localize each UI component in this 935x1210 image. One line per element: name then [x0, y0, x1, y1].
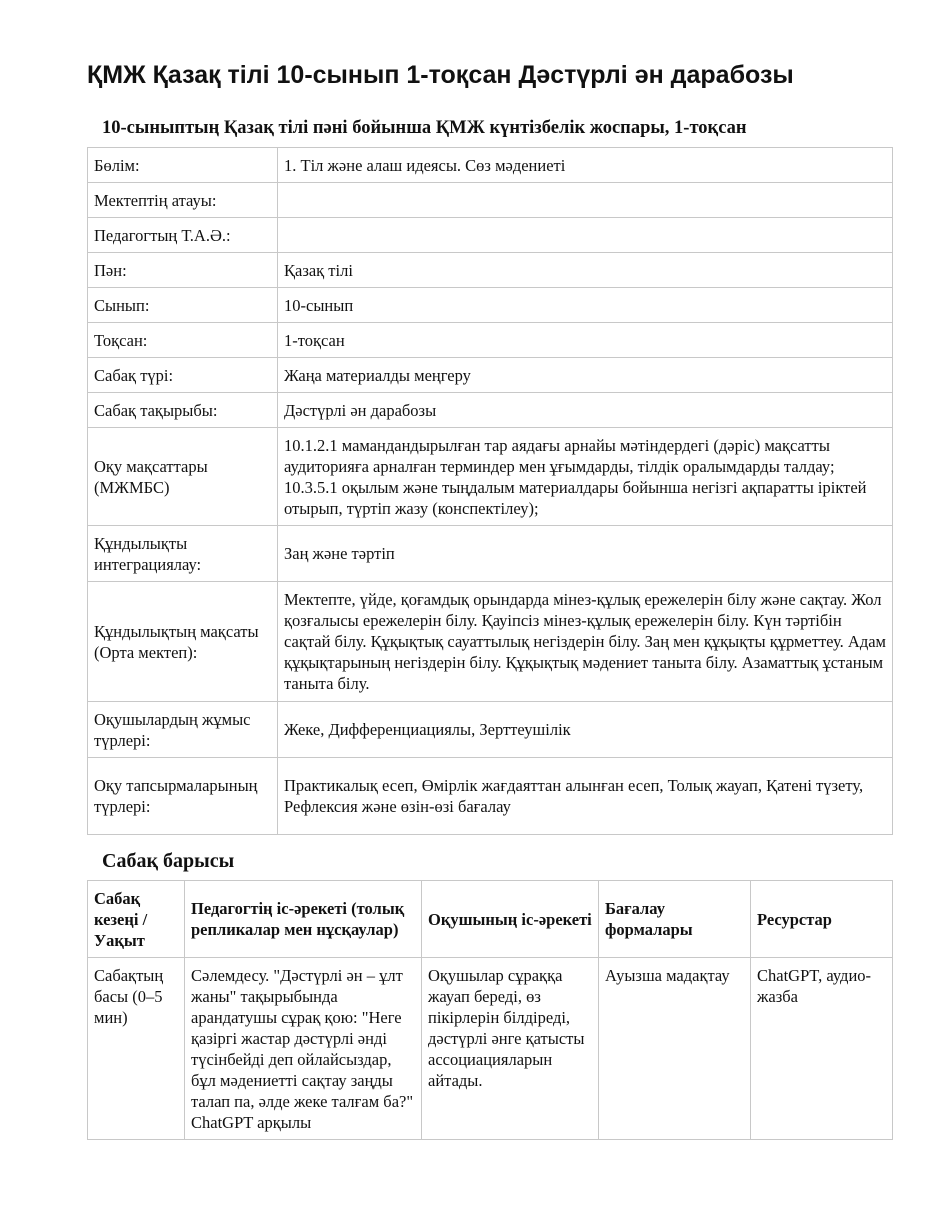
info-label: Оқушылардың жұмыс түрлері: [88, 702, 278, 758]
table-row [88, 582, 893, 702]
table-row [88, 218, 893, 253]
info-label: Сынып: [88, 288, 278, 323]
info-value: Дәстүрлі ән дарабозы [278, 393, 893, 428]
table-row [88, 758, 893, 835]
column-header-stage: Сабақ кезеңі / Уақыт [88, 881, 185, 958]
table-row [88, 958, 893, 1140]
info-value: Қазақ тілі [278, 253, 893, 288]
info-value: Жеке, Дифференциациялы, Зерттеушілік [278, 702, 893, 758]
info-value: 10.1.2.1 мамандандырылған тар аядағы арнайы мәтіндердегі (дәріс) мақсатты аудиторияға арналған терминдер мен ұғымдарды, тілдік оралымдарды талдау; 10.3.5.1 оқылым және тыңдалым материалдары бойынша негізгі ақпаратты іріктей отырып, түртіп жазу (конспектілеу); [278, 428, 893, 526]
column-header-resources: Ресурстар [751, 881, 893, 958]
table-row [88, 393, 893, 428]
table-row [88, 358, 893, 393]
document-title: ҚМЖ Қазақ тілі 10-сынып 1-тоқсан Дәстүрлі ән дарабозы [87, 61, 794, 89]
info-label: Оқу мақсаттары (МЖМБС) [88, 428, 278, 526]
table-row [88, 148, 893, 183]
column-header-student-activity: Оқушының іс-әрекеті [422, 881, 599, 958]
info-label: Пән: [88, 253, 278, 288]
info-label: Құндылықты интеграциялау: [88, 526, 278, 582]
table-row [88, 183, 893, 218]
info-label: Бөлім: [88, 148, 278, 183]
info-value [278, 218, 893, 253]
document-subtitle: 10-сыныптың Қазақ тілі пәні бойынша ҚМЖ күнтізбелік жоспары, 1-тоқсан [102, 118, 747, 138]
lesson-info-table [87, 147, 893, 835]
info-label: Педагогтың Т.А.Ә.: [88, 218, 278, 253]
table-row [88, 702, 893, 758]
table-row [88, 428, 893, 526]
cell-resources: ChatGPT, аудио-жазба [751, 958, 893, 1140]
info-value: 1. Тіл және алаш идеясы. Сөз мәдениеті [278, 148, 893, 183]
info-value: Заң және тәртіп [278, 526, 893, 582]
cell-student-activity: Оқушылар сұраққа жауап береді, өз пікірлерін білдіреді, дәстүрлі әнге қатысты ассоциацияларын айтады. [422, 958, 599, 1140]
info-label: Оқу тапсырмаларының түрлері: [88, 758, 278, 835]
info-value [278, 183, 893, 218]
info-value: 10-сынып [278, 288, 893, 323]
table-row [88, 253, 893, 288]
table-header-row [88, 881, 893, 958]
table-row [88, 288, 893, 323]
info-value: Мектепте, үйде, қоғамдық орындарда мінез-құлық ережелерін білу және сақтау. Жол қозғалысы ережелерін білу. Қауіпсіз мінез-құлық ережелерін білу. Күн тәртібін сақтай білу. Құқықтық сауаттылық негіздерін білу. Заң мен құқықты құрметтеу. Адам құқықтарының негіздерін білу. Құқықтық мәдениет таныта білу. Азаматтық ұстаным таныта білу. [278, 582, 893, 702]
table-row [88, 526, 893, 582]
table-row [88, 323, 893, 358]
info-value: 1-тоқсан [278, 323, 893, 358]
cell-stage: Сабақтың басы (0–5 мин) [88, 958, 185, 1140]
cell-teacher-activity: Сәлемдесу. "Дәстүрлі ән – ұлт жаны" тақырыбында арандатушы сұрақ қою: "Неге қазіргі жастар дәстүрлі әнді түсінбейді деп ойлайсыздар, бұл мәдениетті сақтау заңды талап па, әлде жеке талғам ба?" ChatGPT арқылы [185, 958, 422, 1140]
info-value: Практикалық есеп, Өмірлік жағдаяттан алынған есеп, Толық жауап, Қатені түзету, Рефлексия және өзін-өзі бағалау [278, 758, 893, 835]
section-title-lesson-flow: Сабақ барысы [102, 850, 235, 872]
column-header-assessment: Бағалау формалары [599, 881, 751, 958]
info-label: Сабақ тақырыбы: [88, 393, 278, 428]
column-header-teacher-activity: Педагогтің іс-әрекеті (толық репликалар мен нұсқаулар) [185, 881, 422, 958]
info-label: Құндылықтың мақсаты (Орта мектеп): [88, 582, 278, 702]
info-label: Тоқсан: [88, 323, 278, 358]
info-label: Сабақ түрі: [88, 358, 278, 393]
info-label: Мектептің атауы: [88, 183, 278, 218]
info-value: Жаңа материалды меңгеру [278, 358, 893, 393]
lesson-flow-table [87, 880, 893, 1140]
cell-assessment: Ауызша мадақтау [599, 958, 751, 1140]
